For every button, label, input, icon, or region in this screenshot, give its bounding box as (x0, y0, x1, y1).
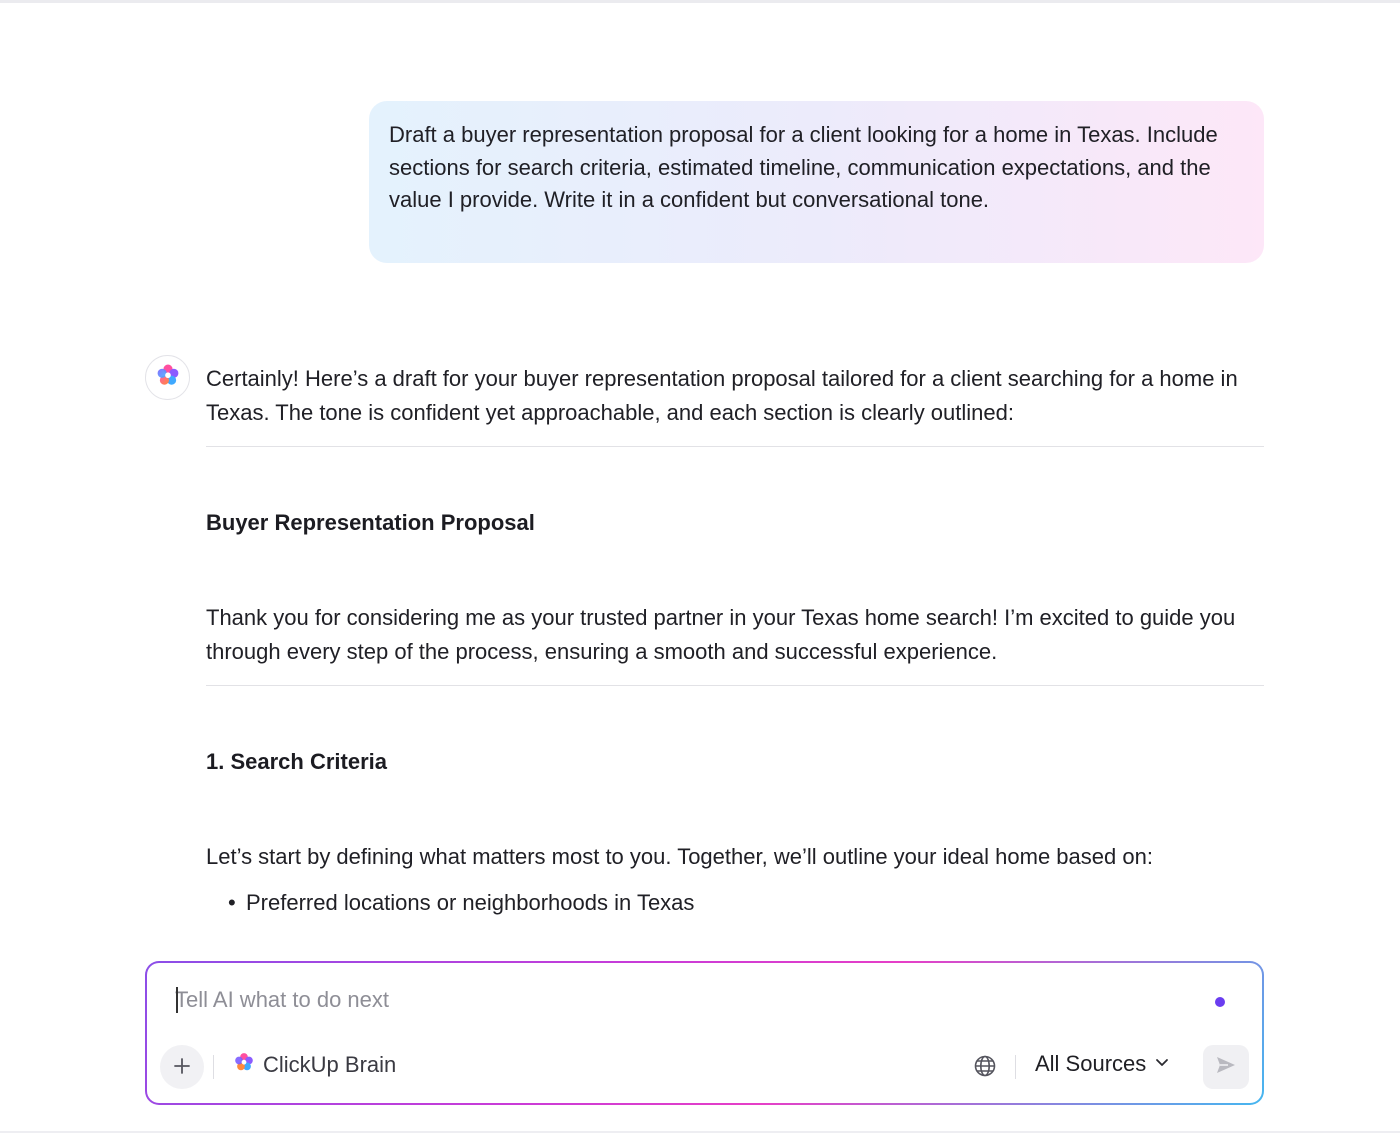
clickup-brain-label: ClickUp Brain (263, 1051, 397, 1077)
section-body: Let’s start by defining what matters most to you. Together, we’ll outline your ideal home based on: (206, 844, 1153, 869)
sources-label: All Sources (1035, 1051, 1147, 1076)
separator (1015, 1055, 1016, 1079)
web-search-toggle[interactable] (971, 1054, 999, 1082)
list-item (228, 886, 694, 920)
send-icon (1214, 1053, 1238, 1082)
status-dot (1215, 997, 1225, 1007)
clickup-brain-selector[interactable] (233, 1051, 396, 1078)
section-heading: 1. Search Criteria (206, 749, 387, 774)
chevron-down-icon (1154, 1054, 1170, 1075)
response-intro: Certainly! Here’s a draft for your buyer representation proposal tailored for a client searching for a home in Texas. The tone is confident yet approachable, and each section is clearly outlined: (206, 366, 1238, 425)
user-message-bubble (369, 101, 1264, 263)
composer-body (147, 963, 1262, 1103)
user-message-text: Draft a buyer representation proposal for a client looking for a home in Texas. Include sections for search criteria, estimated timeline, communication expectations, and the value I provide. Write it in a confident but conversational tone. (389, 122, 1218, 213)
separator (213, 1055, 214, 1079)
text-caret (176, 987, 178, 1013)
proposal-opening: Thank you for considering me as your trusted partner in your Texas home search! I’m excited to guide you through every step of the process, ensuring a smooth and successful experience. (206, 605, 1236, 664)
divider (206, 685, 1264, 686)
clickup-brain-icon (233, 1051, 255, 1078)
list-item-text: Preferred locations or neighborhoods in Texas (246, 890, 695, 915)
divider (206, 446, 1264, 447)
proposal-title: Buyer Representation Proposal (206, 510, 535, 535)
top-divider (0, 0, 1400, 3)
bullet-icon: • (228, 890, 236, 915)
add-attachment-button[interactable] (160, 1045, 204, 1089)
clickup-brain-icon (155, 362, 181, 393)
ai-avatar (145, 355, 190, 400)
sources-dropdown[interactable] (1035, 1051, 1170, 1077)
send-button[interactable] (1203, 1045, 1249, 1089)
globe-icon (973, 1054, 997, 1083)
ai-prompt-input[interactable] (175, 983, 1175, 1017)
ai-composer (145, 961, 1264, 1105)
bottom-divider (0, 1131, 1400, 1133)
plus-icon (172, 1052, 192, 1083)
